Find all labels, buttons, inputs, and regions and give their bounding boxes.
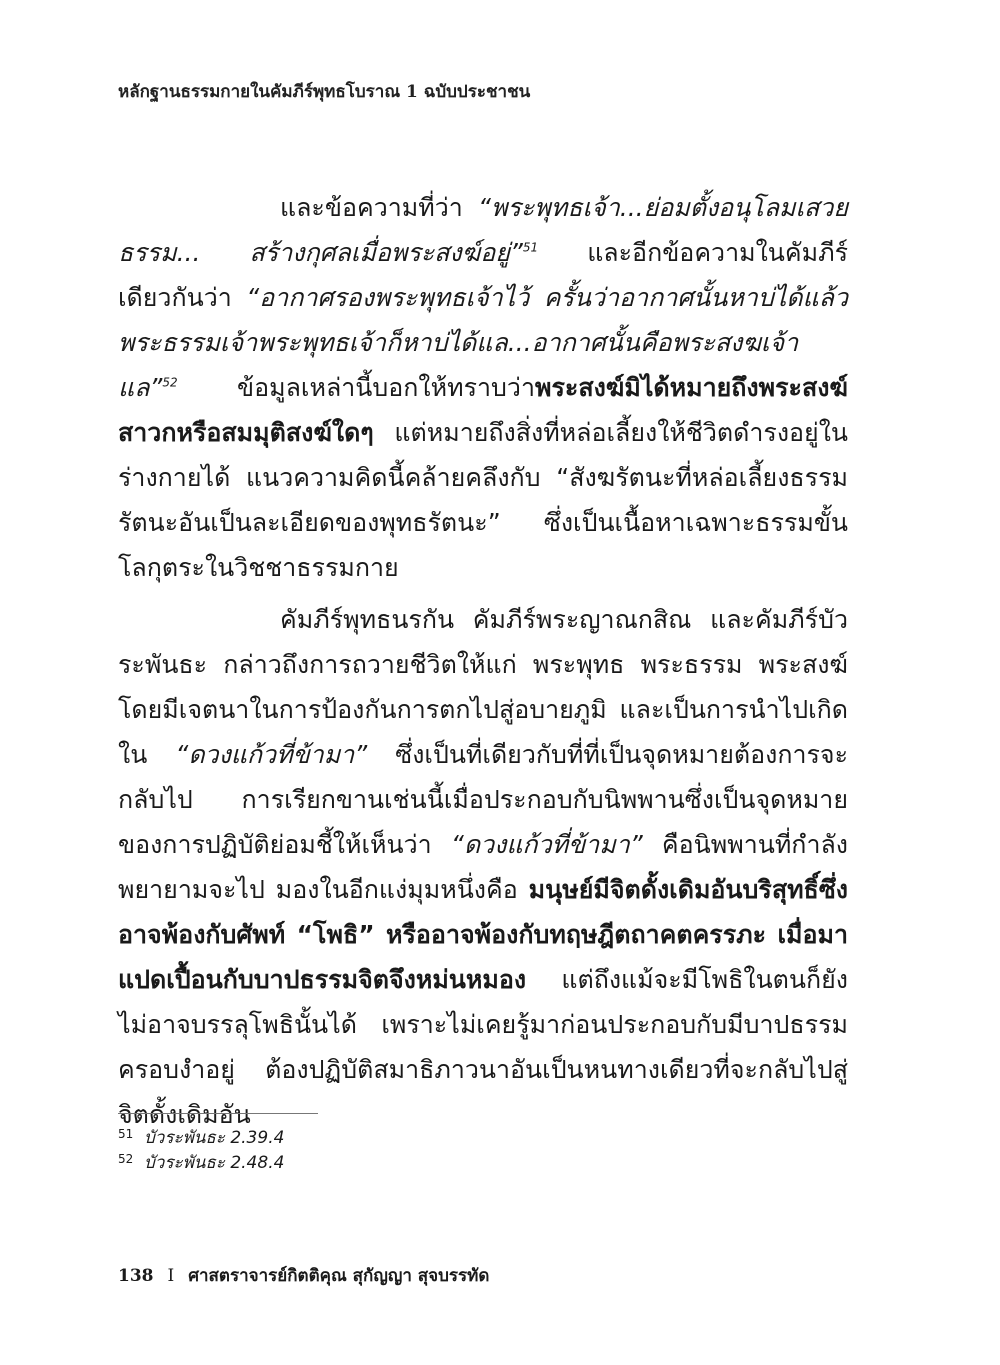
p2-text-3: คือนิพพานที่กำลังพยายามจะไป มองในอีกแง่มุมหนึ่งคือ xyxy=(118,830,849,904)
p2-text-1: คัมภีร์พุทธนรกัน คัมภีร์พระญาณกสิณ และคัมภีร์บัวระพันธะ กล่าวถึงการถวายชีวิตให้แก่ พระพุทธ พระธรรม พระสงฆ์ โดยมีเจตนาในการป้องกันการตกไปสู่อบายภูมิ และเป็นการนำไปเกิดใน xyxy=(118,605,848,769)
footer-author: ศาสตราจารย์กิตติคุณ สุกัญญา สุจบรรทัด xyxy=(188,1266,490,1286)
body-text xyxy=(118,185,848,1137)
footnote-text: บัวระพันธะ 2.39.4 xyxy=(144,1128,285,1148)
footnote-number: 52 xyxy=(118,1152,134,1166)
p1-text-3: ข้อมูลเหล่านี้บอกให้ทราบว่า xyxy=(177,373,535,402)
footnote-divider xyxy=(118,1113,318,1114)
running-header: หลักฐานธรรมกายในคัมภีร์พุทธโบราณ 1 ฉบับประชาชน xyxy=(118,82,531,102)
footnote-text: บัวระพันธะ 2.48.4 xyxy=(144,1153,285,1173)
footnote-ref-51: 51 xyxy=(522,240,539,255)
p2-text-4: แต่ถึงแม้จะมีโพธิในตนก็ยังไม่อาจบรรลุโพธินั้นได้ เพราะไม่เคยรู้มาก่อนประกอบกับมีบาปธรรมครอบงำอยู่ ต้องปฏิบัติสมาธิภาวนาอันเป็นหนทางเดียวที่จะกลับไปสู่จิตดั้งเดิมอัน xyxy=(118,965,848,1129)
p2-quote-1: “ดวงแก้วที่ข้ามา” xyxy=(175,740,368,769)
paragraph-2 xyxy=(118,597,848,1137)
p1-text-1: และข้อความที่ว่า xyxy=(280,193,479,222)
p1-text-2: และอีกข้อความในคัมภีร์เดียวกันว่า xyxy=(118,238,848,312)
paragraph-1 xyxy=(118,185,848,590)
p1-text-4: แต่หมายถึงสิ่งที่หล่อเลี้ยงให้ชีวิตดำรงอยู่ในร่างกายได้ แนวความคิดนี้คล้ายคลึงกับ “สังฆรัตนะที่หล่อเลี้ยงธรรมรัตนะอันเป็นละเอียดของพุทธรัตนะ” ซึ่งเป็นเนื้อหาเฉพาะธรรมขั้นโลกุตระในวิชชาธรรมกาย xyxy=(118,418,848,582)
footnote-51 xyxy=(118,1126,284,1151)
page-footer xyxy=(118,1262,489,1289)
footnote-number: 51 xyxy=(118,1127,134,1141)
page-number: 138 xyxy=(118,1265,154,1286)
p2-text-2: ซึ่งเป็นที่เดียวกับที่ที่เป็นจุดหมายต้องการจะกลับไป การเรียกขานเช่นนี้เมื่อประกอบกับนิพพานซึ่งเป็นจุดหมายของการปฏิบัติย่อมชี้ให้เห็นว่า xyxy=(118,740,848,859)
footnote-ref-52: 52 xyxy=(162,375,178,390)
p2-quote-2: “ดวงแก้วที่ข้ามา” xyxy=(450,830,643,859)
footnotes xyxy=(118,1126,284,1176)
p2-bold-1: มนุษย์มีจิตดั้งเดิมอันบริสุทธิ์ซึ่งอาจพ้องกับศัพท์ “โพธิ” หรืออาจพ้องกับทฤษฎีตถาคตครรภะ เมื่อมาแปดเปื้อนกับบาปธรรมจิตจึงหม่นหมอง xyxy=(118,875,848,994)
p1-bold-1: พระสงฆ์มิได้หมายถึงพระสงฆ์สาวกหรือสมมุติสงฆ์ใดๆ xyxy=(118,373,848,447)
footnote-52 xyxy=(118,1151,284,1176)
p1-quote-2: “อากาศรองพระพุทธเจ้าไว้ ครั้นว่าอากาศนั้นหาบ่ได้แล้ว พระธรรมเจ้าพระพุทธเจ้าก็หาบ่ได้แล...อากาศนั้นคือพระสงฆเจ้าแล” xyxy=(118,283,848,402)
footer-separator: I xyxy=(167,1265,175,1286)
p1-quote-1: “พระพุทธเจ้า...ย่อมตั้งอนุโลมเสวยธรรม... สร้างกุศลเมื่อพระสงฆ์อยู่” xyxy=(118,193,848,267)
